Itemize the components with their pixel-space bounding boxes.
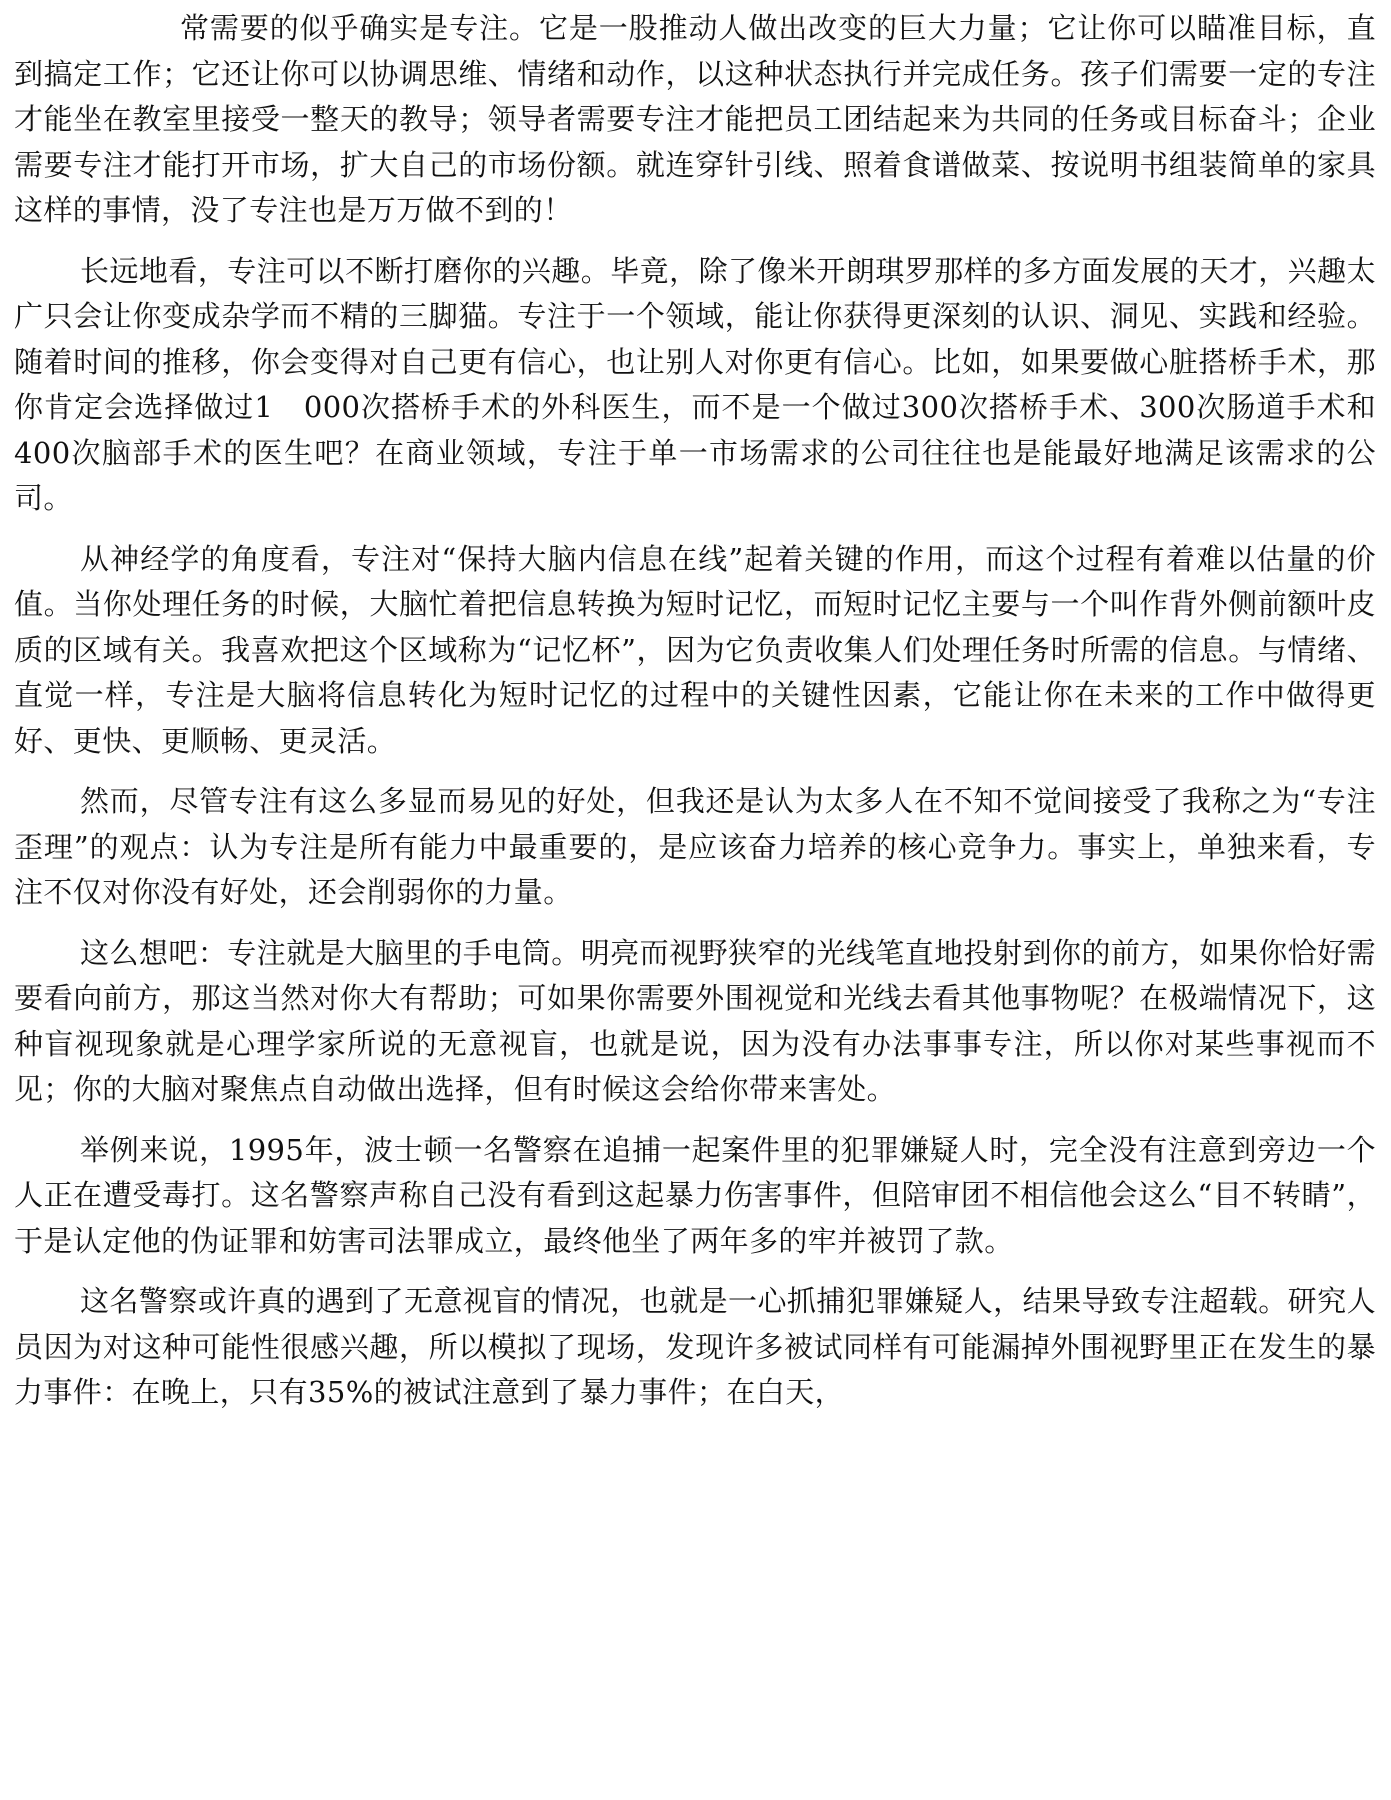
- paragraph-6: 举例来说，1995年，波士顿一名警察在追捕一起案件里的犯罪嫌疑人时，完全没有注意到旁边一个人正在遭受毒打。这名警察声称自己没有看到这起暴力伤害事件，但陪审团不相信他会这么“目不转睛”，于是认定他的伪证罪和妨害司法罪成立，最终他坐了两年多的牢并被罚了款。: [14, 1132, 1376, 1258]
- paragraph-7: 这名警察或许真的遇到了无意视盲的情况，也就是一心抓捕犯罪嫌疑人，结果导致专注超载。研究人员因为对这种可能性很感兴趣，所以模拟了现场，发现许多被试同样有可能漏掉外围视野里正在发生的暴力事件：在晚上，只有35%的被试注意到了暴力事件；在白天，: [14, 1284, 1376, 1409]
- paragraph-1: 常需要的似乎确实是专注。它是一股推动人做出改变的巨大力量；它让你可以瞄准目标，直到搞定工作；它还让你可以协调思维、情绪和动作，以这种状态执行并完成任务。孩子们需要一定的专注才能坐在教室里接受一整天的教导；领导者需要专注才能把员工团结起来为共同的任务或目标奋斗；企业需要专注才能打开市场，扩大自己的市场份额。就连穿针引线、照着食谱做菜、按说明书组装简单的家具这样的事情，没了专注也是万万做不到的！: [14, 11, 1376, 227]
- paragraph-2: 长远地看，专注可以不断打磨你的兴趣。毕竟，除了像米开朗琪罗那样的多方面发展的天才，兴趣太广只会让你变成杂学而不精的三脚猫。专注于一个领域，能让你获得更深刻的认识、洞见、实践和经验。随着时间的推移，你会变得对自己更有信心，也让别人对你更有信心。比如，如果要做心脏搭桥手术，那你肯定会选择做过1 000次搭桥手术的外科医生，而不是一个做过300次搭桥手术、300次肠道手术和400次脑部手术的医生吧？在商业领域，专注于单一市场需求的公司往往也是能最好地满足该需求的公司。: [14, 253, 1376, 515]
- paragraph-4: 然而，尽管专注有这么多显而易见的好处，但我还是认为太多人在不知不觉间接受了我称之为“专注歪理”的观点：认为专注是所有能力中最重要的，是应该奋力培养的核心竞争力。事实上，单独来看，专注不仅对你没有好处，还会削弱你的力量。: [14, 784, 1376, 909]
- paragraph-5: 这么想吧：专注就是大脑里的手电筒。明亮而视野狭窄的光线笔直地投射到你的前方，如果你恰好需要看向前方，那这当然对你大有帮助；可如果你需要外围视觉和光线去看其他事物呢？在极端情况下，这种盲视现象就是心理学家所说的无意视盲，也就是说，因为没有办法事事专注，所以你对某些事视而不见；你的大脑对聚焦点自动做出选择，但有时候这会给你带来害处。: [14, 935, 1376, 1106]
- paragraph-3: 从神经学的角度看，专注对“保持大脑内信息在线”起着关键的作用，而这个过程有着难以估量的价值。当你处理任务的时候，大脑忙着把信息转换为短时记忆，而短时记忆主要与一个叫作背外侧前额叶皮质的区域有关。我喜欢把这个区域称为“记忆杯”，因为它负责收集人们处理任务时所需的信息。与情绪、直觉一样，专注是大脑将信息转化为短时记忆的过程中的关键性因素，它能让你在未来的工作中做得更好、更快、更顺畅、更灵活。: [14, 541, 1376, 758]
- body-text: [14, 6, 1376, 1431]
